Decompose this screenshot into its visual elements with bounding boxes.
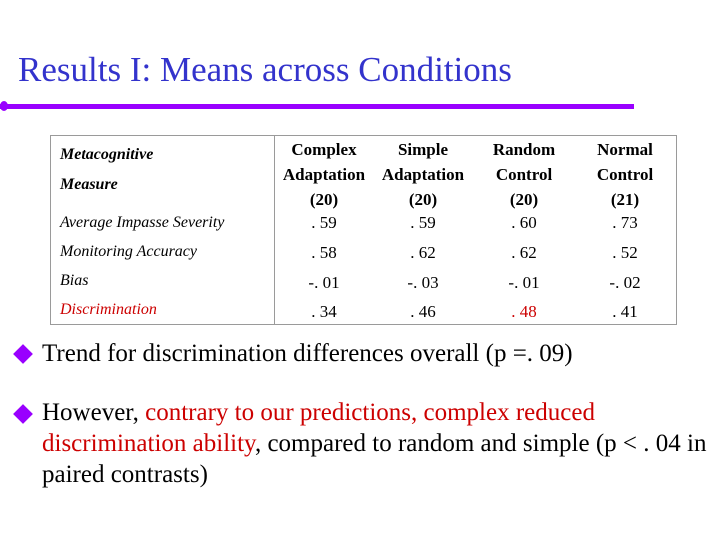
- table-cell: -. 03: [407, 273, 439, 292]
- table-cell: . 62: [511, 243, 537, 262]
- table-cell: . 34: [311, 302, 337, 321]
- table-cell: -. 01: [308, 273, 340, 292]
- slide-title: Results I: Means across Conditions: [18, 50, 512, 89]
- emphasis-text: contrary to our predictions, complex reduced discrimination ability: [42, 399, 595, 457]
- title-underline-end: [0, 101, 8, 111]
- table-cell: . 59: [311, 213, 337, 232]
- row-label-discrimination: Discrimination: [60, 301, 157, 318]
- table-cell: . 60: [511, 213, 537, 232]
- row-label-bias: Bias: [60, 272, 89, 289]
- header-measure-line2: Measure: [60, 176, 118, 193]
- row-label-monitoring: Monitoring Accuracy: [60, 243, 198, 260]
- bullet-diamond-icon: [13, 344, 33, 364]
- table-cell: . 46: [410, 302, 436, 321]
- header-simple-adaptation: Simple Adaptation (20): [381, 140, 465, 209]
- table-cell: . 41: [612, 302, 638, 321]
- table-cell: . 58: [311, 243, 337, 262]
- header-measure-line1: Metacognitive: [60, 146, 154, 163]
- row-label-impasse: Average Impasse Severity: [60, 214, 225, 231]
- table-cell: . 62: [410, 243, 436, 262]
- table-divider: [274, 135, 275, 325]
- table-cell: -. 01: [508, 273, 540, 292]
- table-cell: . 73: [612, 213, 638, 232]
- table-cell: -. 02: [609, 273, 641, 292]
- bullet-trend: Trend for discrimination differences overall (p =. 09): [42, 340, 573, 367]
- title-underline: [0, 104, 634, 109]
- header-random-control: Random Control (20): [492, 140, 556, 209]
- bullet-however: However, contrary to our predictions, complex reduced discrimination ability, compared to random and simple (p < . 04 in paired contrasts): [42, 399, 707, 488]
- header-complex-adaptation: Complex Adaptation (20): [282, 140, 366, 209]
- table-cell-highlight: . 48: [511, 302, 537, 321]
- bullet-diamond-icon: [13, 404, 33, 424]
- header-normal-control: Normal Control (21): [596, 140, 654, 209]
- table-cell: . 59: [410, 213, 436, 232]
- table-cell: . 52: [612, 243, 638, 262]
